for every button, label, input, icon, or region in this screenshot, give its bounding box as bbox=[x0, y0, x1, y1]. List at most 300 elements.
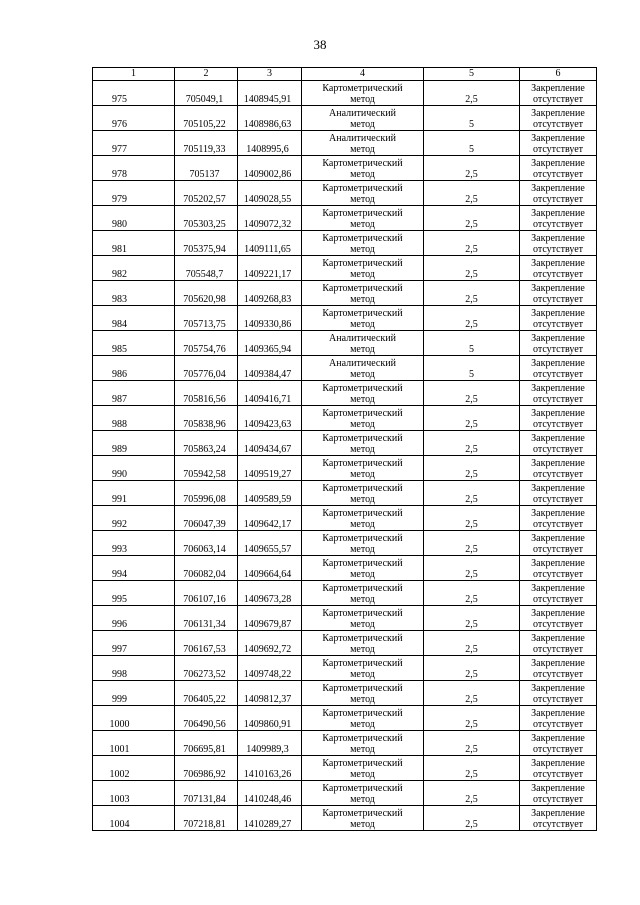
x-coordinate-cell-text: 705754,76 bbox=[183, 344, 226, 355]
fixation-cell bbox=[520, 481, 597, 506]
point-number-cell bbox=[93, 306, 175, 331]
x-coordinate-cell bbox=[175, 606, 238, 631]
fixation-cell-text: отсутствует bbox=[532, 294, 584, 305]
accuracy-cell-text: 2,5 bbox=[465, 194, 478, 205]
x-coordinate-cell bbox=[175, 231, 238, 256]
method-cell bbox=[302, 731, 424, 756]
fixation-cell bbox=[520, 581, 597, 606]
fixation-cell bbox=[520, 356, 597, 381]
accuracy-cell-text: 2,5 bbox=[465, 569, 478, 580]
y-coordinate-cell bbox=[238, 456, 302, 481]
accuracy-cell-text: 5 bbox=[469, 119, 474, 130]
accuracy-cell-text: 2,5 bbox=[465, 394, 478, 405]
accuracy-cell bbox=[424, 556, 520, 581]
y-coordinate-cell bbox=[238, 781, 302, 806]
fixation-cell-text: Закрепление bbox=[531, 358, 585, 369]
method-cell bbox=[302, 156, 424, 181]
method-cell-text: метод bbox=[350, 344, 375, 355]
table-row bbox=[93, 456, 597, 481]
fixation-cell-text: Закрепление bbox=[531, 633, 585, 644]
accuracy-cell bbox=[424, 781, 520, 806]
point-number-cell-text: 976 bbox=[112, 119, 127, 130]
point-number-cell bbox=[93, 206, 175, 231]
fixation-cell-text: отсутствует bbox=[532, 169, 584, 180]
method-cell-text: метод bbox=[350, 769, 375, 780]
point-number-cell-text: 981 bbox=[112, 244, 127, 255]
table-row bbox=[93, 731, 597, 756]
point-number-cell bbox=[93, 481, 175, 506]
fixation-cell-text: отсутствует bbox=[532, 444, 584, 455]
point-number-cell-text: 992 bbox=[112, 519, 127, 530]
table-row bbox=[93, 756, 597, 781]
method-cell-text: Картометрический bbox=[322, 683, 403, 694]
y-coordinate-cell bbox=[238, 256, 302, 281]
table-row bbox=[93, 406, 597, 431]
y-coordinate-cell bbox=[238, 531, 302, 556]
table-row bbox=[93, 81, 597, 106]
point-number-cell bbox=[93, 281, 175, 306]
method-cell-text: метод bbox=[350, 719, 375, 730]
x-coordinate-cell-text: 705863,24 bbox=[183, 444, 226, 455]
y-coordinate-cell-text: 1409642,17 bbox=[243, 519, 292, 530]
fixation-cell-text: Закрепление bbox=[531, 308, 585, 319]
method-cell-text: Картометрический bbox=[322, 483, 403, 494]
method-cell-text: метод bbox=[350, 619, 375, 630]
accuracy-cell-text: 2,5 bbox=[465, 294, 478, 305]
x-coordinate-cell-text: 706047,39 bbox=[183, 519, 226, 530]
point-number-cell bbox=[93, 581, 175, 606]
method-cell-text: Картометрический bbox=[322, 533, 403, 544]
x-coordinate-cell-text: 705776,04 bbox=[183, 369, 226, 380]
point-number-cell-text: 988 bbox=[112, 419, 127, 430]
y-coordinate-cell bbox=[238, 331, 302, 356]
fixation-cell-text: отсутствует bbox=[532, 819, 584, 830]
fixation-cell-text: отсутствует bbox=[532, 469, 584, 480]
method-cell-text: Картометрический bbox=[322, 308, 403, 319]
column-header-4: 4 bbox=[302, 68, 424, 81]
y-coordinate-cell bbox=[238, 481, 302, 506]
point-number-cell bbox=[93, 131, 175, 156]
method-cell-text: Картометрический bbox=[322, 733, 403, 744]
point-number-cell bbox=[93, 631, 175, 656]
method-cell-text: Картометрический bbox=[322, 283, 403, 294]
y-coordinate-cell-text: 1410248,46 bbox=[243, 794, 292, 805]
method-cell-text: метод bbox=[350, 219, 375, 230]
accuracy-cell-text: 2,5 bbox=[465, 669, 478, 680]
fixation-cell-text: отсутствует bbox=[532, 94, 584, 105]
y-coordinate-cell bbox=[238, 656, 302, 681]
fixation-cell-text: Закрепление bbox=[531, 158, 585, 169]
table-row bbox=[93, 381, 597, 406]
y-coordinate-cell-text: 1409072,32 bbox=[243, 219, 292, 230]
fixation-cell bbox=[520, 281, 597, 306]
column-header-1: 1 bbox=[93, 68, 175, 81]
fixation-cell-text: отсутствует bbox=[532, 369, 584, 380]
x-coordinate-cell-text: 706082,04 bbox=[183, 569, 226, 580]
accuracy-cell bbox=[424, 531, 520, 556]
fixation-cell-text: Закрепление bbox=[531, 383, 585, 394]
point-number-cell-text: 1001 bbox=[109, 744, 130, 755]
y-coordinate-cell bbox=[238, 606, 302, 631]
table-row bbox=[93, 656, 597, 681]
fixation-cell-text: Закрепление bbox=[531, 233, 585, 244]
table-row bbox=[93, 581, 597, 606]
method-cell-text: Картометрический bbox=[322, 433, 403, 444]
method-cell-text: метод bbox=[350, 819, 375, 830]
point-number-cell-text: 977 bbox=[112, 144, 127, 155]
point-number-cell bbox=[93, 156, 175, 181]
point-number-cell-text: 985 bbox=[112, 344, 127, 355]
accuracy-cell bbox=[424, 81, 520, 106]
table-header-row bbox=[93, 68, 597, 81]
method-cell-text: Картометрический bbox=[322, 258, 403, 269]
fixation-cell bbox=[520, 206, 597, 231]
table-row bbox=[93, 781, 597, 806]
x-coordinate-cell bbox=[175, 381, 238, 406]
x-coordinate-cell bbox=[175, 331, 238, 356]
method-cell-text: метод bbox=[350, 369, 375, 380]
point-number-cell bbox=[93, 106, 175, 131]
method-cell bbox=[302, 581, 424, 606]
table-row bbox=[93, 606, 597, 631]
fixation-cell-text: Закрепление bbox=[531, 533, 585, 544]
x-coordinate-cell bbox=[175, 481, 238, 506]
column-header-6: 6 bbox=[520, 68, 597, 81]
method-cell bbox=[302, 106, 424, 131]
method-cell-text: метод bbox=[350, 169, 375, 180]
method-cell bbox=[302, 431, 424, 456]
fixation-cell bbox=[520, 806, 597, 831]
method-cell bbox=[302, 231, 424, 256]
x-coordinate-cell bbox=[175, 356, 238, 381]
fixation-cell-text: Закрепление bbox=[531, 783, 585, 794]
table-row bbox=[93, 156, 597, 181]
point-number-cell-text: 1004 bbox=[109, 819, 130, 830]
table-row bbox=[93, 181, 597, 206]
fixation-cell-text: отсутствует bbox=[532, 494, 584, 505]
method-cell-text: Картометрический bbox=[322, 408, 403, 419]
point-number-cell-text: 991 bbox=[112, 494, 127, 505]
point-number-cell-text: 993 bbox=[112, 544, 127, 555]
point-number-cell bbox=[93, 181, 175, 206]
method-cell bbox=[302, 356, 424, 381]
x-coordinate-cell-text: 706167,53 bbox=[183, 644, 226, 655]
accuracy-cell bbox=[424, 181, 520, 206]
fixation-cell-text: Закрепление bbox=[531, 208, 585, 219]
y-coordinate-cell bbox=[238, 356, 302, 381]
point-number-cell-text: 980 bbox=[112, 219, 127, 230]
x-coordinate-cell-text: 706695,81 bbox=[183, 744, 226, 755]
table-row bbox=[93, 806, 597, 831]
x-coordinate-cell-text: 707218,81 bbox=[183, 819, 226, 830]
method-cell bbox=[302, 206, 424, 231]
y-coordinate-cell-text: 1409519,27 bbox=[243, 469, 292, 480]
accuracy-cell bbox=[424, 656, 520, 681]
y-coordinate-cell bbox=[238, 731, 302, 756]
x-coordinate-cell-text: 705202,57 bbox=[183, 194, 226, 205]
x-coordinate-cell bbox=[175, 206, 238, 231]
method-cell-text: Картометрический bbox=[322, 808, 403, 819]
method-cell-text: метод bbox=[350, 494, 375, 505]
fixation-cell-text: Закрепление bbox=[531, 608, 585, 619]
x-coordinate-cell-text: 705105,22 bbox=[183, 119, 226, 130]
y-coordinate-cell-text: 1409655,57 bbox=[243, 544, 292, 555]
method-cell-text: метод bbox=[350, 594, 375, 605]
y-coordinate-cell bbox=[238, 406, 302, 431]
method-cell-text: метод bbox=[350, 319, 375, 330]
accuracy-cell-text: 2,5 bbox=[465, 319, 478, 330]
x-coordinate-cell bbox=[175, 131, 238, 156]
accuracy-cell bbox=[424, 406, 520, 431]
x-coordinate-cell bbox=[175, 681, 238, 706]
column-header-3: 3 bbox=[238, 68, 302, 81]
method-cell bbox=[302, 256, 424, 281]
accuracy-cell-text: 2,5 bbox=[465, 269, 478, 280]
x-coordinate-cell bbox=[175, 456, 238, 481]
point-number-cell bbox=[93, 506, 175, 531]
point-number-cell-text: 986 bbox=[112, 369, 127, 380]
method-cell-text: Картометрический bbox=[322, 233, 403, 244]
y-coordinate-cell bbox=[238, 81, 302, 106]
point-number-cell bbox=[93, 231, 175, 256]
x-coordinate-cell-text: 705620,98 bbox=[183, 294, 226, 305]
accuracy-cell bbox=[424, 256, 520, 281]
method-cell-text: метод bbox=[350, 644, 375, 655]
accuracy-cell bbox=[424, 606, 520, 631]
method-cell-text: метод bbox=[350, 444, 375, 455]
y-coordinate-cell-text: 1409330,86 bbox=[243, 319, 292, 330]
y-coordinate-cell bbox=[238, 806, 302, 831]
x-coordinate-cell bbox=[175, 656, 238, 681]
y-coordinate-cell bbox=[238, 506, 302, 531]
method-cell-text: метод bbox=[350, 269, 375, 280]
table-row bbox=[93, 231, 597, 256]
y-coordinate-cell-text: 1409434,67 bbox=[243, 444, 292, 455]
fixation-cell-text: отсутствует bbox=[532, 394, 584, 405]
point-number-cell bbox=[93, 606, 175, 631]
y-coordinate-cell bbox=[238, 706, 302, 731]
point-number-cell-text: 975 bbox=[112, 94, 127, 105]
x-coordinate-cell bbox=[175, 181, 238, 206]
point-number-cell-text: 995 bbox=[112, 594, 127, 605]
method-cell-text: метод bbox=[350, 94, 375, 105]
table-row bbox=[93, 256, 597, 281]
accuracy-cell-text: 5 bbox=[469, 344, 474, 355]
method-cell bbox=[302, 381, 424, 406]
method-cell bbox=[302, 181, 424, 206]
point-number-cell-text: 996 bbox=[112, 619, 127, 630]
point-number-cell bbox=[93, 256, 175, 281]
x-coordinate-cell bbox=[175, 806, 238, 831]
accuracy-cell bbox=[424, 306, 520, 331]
fixation-cell-text: Закрепление bbox=[531, 558, 585, 569]
fixation-cell bbox=[520, 406, 597, 431]
accuracy-cell-text: 2,5 bbox=[465, 719, 478, 730]
fixation-cell-text: Закрепление bbox=[531, 458, 585, 469]
x-coordinate-cell bbox=[175, 506, 238, 531]
x-coordinate-cell-text: 705049,1 bbox=[185, 94, 224, 105]
accuracy-cell-text: 2,5 bbox=[465, 594, 478, 605]
method-cell-text: метод bbox=[350, 119, 375, 130]
accuracy-cell bbox=[424, 631, 520, 656]
fixation-cell-text: отсутствует bbox=[532, 419, 584, 430]
point-number-cell bbox=[93, 356, 175, 381]
method-cell bbox=[302, 606, 424, 631]
accuracy-cell-text: 5 bbox=[469, 144, 474, 155]
x-coordinate-cell bbox=[175, 581, 238, 606]
accuracy-cell bbox=[424, 281, 520, 306]
x-coordinate-cell bbox=[175, 156, 238, 181]
table-row bbox=[93, 306, 597, 331]
y-coordinate-cell bbox=[238, 281, 302, 306]
fixation-cell-text: отсутствует bbox=[532, 519, 584, 530]
x-coordinate-cell-text: 705119,33 bbox=[183, 144, 226, 155]
method-cell bbox=[302, 506, 424, 531]
y-coordinate-cell bbox=[238, 131, 302, 156]
method-cell-text: Картометрический bbox=[322, 208, 403, 219]
method-cell-text: Картометрический bbox=[322, 783, 403, 794]
y-coordinate-cell-text: 1408986,63 bbox=[243, 119, 292, 130]
point-number-cell bbox=[93, 706, 175, 731]
fixation-cell bbox=[520, 306, 597, 331]
x-coordinate-cell bbox=[175, 306, 238, 331]
point-number-cell bbox=[93, 456, 175, 481]
y-coordinate-cell-text: 1409365,94 bbox=[243, 344, 292, 355]
y-coordinate-cell-text: 1409416,71 bbox=[243, 394, 292, 405]
x-coordinate-cell-text: 706107,16 bbox=[183, 594, 226, 605]
accuracy-cell bbox=[424, 581, 520, 606]
accuracy-cell-text: 2,5 bbox=[465, 544, 478, 555]
fixation-cell-text: отсутствует bbox=[532, 544, 584, 555]
fixation-cell bbox=[520, 756, 597, 781]
fixation-cell-text: отсутствует bbox=[532, 344, 584, 355]
accuracy-cell-text: 5 bbox=[469, 369, 474, 380]
method-cell bbox=[302, 281, 424, 306]
x-coordinate-cell-text: 706986,92 bbox=[183, 769, 226, 780]
y-coordinate-cell-text: 1408945,91 bbox=[243, 94, 292, 105]
fixation-cell-text: отсутствует bbox=[532, 644, 584, 655]
accuracy-cell-text: 2,5 bbox=[465, 169, 478, 180]
point-number-cell bbox=[93, 431, 175, 456]
method-cell bbox=[302, 556, 424, 581]
x-coordinate-cell bbox=[175, 281, 238, 306]
method-cell-text: метод bbox=[350, 419, 375, 430]
fixation-cell-text: отсутствует bbox=[532, 694, 584, 705]
column-header-2: 2 bbox=[175, 68, 238, 81]
fixation-cell bbox=[520, 681, 597, 706]
method-cell-text: Картометрический bbox=[322, 158, 403, 169]
method-cell bbox=[302, 456, 424, 481]
fixation-cell bbox=[520, 506, 597, 531]
x-coordinate-cell bbox=[175, 81, 238, 106]
y-coordinate-cell bbox=[238, 756, 302, 781]
method-cell-text: Картометрический bbox=[322, 758, 403, 769]
table-row bbox=[93, 331, 597, 356]
method-cell-text: Картометрический bbox=[322, 558, 403, 569]
fixation-cell-text: отсутствует bbox=[532, 319, 584, 330]
point-number-cell-text: 978 bbox=[112, 169, 127, 180]
accuracy-cell bbox=[424, 481, 520, 506]
accuracy-cell bbox=[424, 681, 520, 706]
table-row bbox=[93, 431, 597, 456]
method-cell bbox=[302, 481, 424, 506]
point-number-cell-text: 999 bbox=[112, 694, 127, 705]
fixation-cell bbox=[520, 781, 597, 806]
accuracy-cell bbox=[424, 356, 520, 381]
method-cell-text: метод bbox=[350, 569, 375, 580]
method-cell-text: метод bbox=[350, 394, 375, 405]
fixation-cell-text: отсутствует bbox=[532, 794, 584, 805]
method-cell-text: Картометрический bbox=[322, 608, 403, 619]
fixation-cell bbox=[520, 181, 597, 206]
method-cell bbox=[302, 756, 424, 781]
x-coordinate-cell-text: 706131,34 bbox=[183, 619, 226, 630]
fixation-cell-text: Закрепление bbox=[531, 183, 585, 194]
fixation-cell-text: Закрепление bbox=[531, 108, 585, 119]
fixation-cell-text: Закрепление bbox=[531, 258, 585, 269]
point-number-cell-text: 983 bbox=[112, 294, 127, 305]
y-coordinate-cell-text: 1410289,27 bbox=[243, 819, 292, 830]
table-row bbox=[93, 706, 597, 731]
x-coordinate-cell-text: 706490,56 bbox=[183, 719, 226, 730]
method-cell-text: Картометрический bbox=[322, 708, 403, 719]
accuracy-cell bbox=[424, 431, 520, 456]
accuracy-cell bbox=[424, 381, 520, 406]
accuracy-cell bbox=[424, 131, 520, 156]
point-number-cell-text: 989 bbox=[112, 444, 127, 455]
y-coordinate-cell bbox=[238, 681, 302, 706]
x-coordinate-cell-text: 706063,14 bbox=[183, 544, 226, 555]
method-cell-text: метод bbox=[350, 694, 375, 705]
method-cell bbox=[302, 781, 424, 806]
accuracy-cell-text: 2,5 bbox=[465, 219, 478, 230]
fixation-cell-text: отсутствует bbox=[532, 219, 584, 230]
fixation-cell bbox=[520, 156, 597, 181]
method-cell-text: Картометрический bbox=[322, 183, 403, 194]
fixation-cell bbox=[520, 706, 597, 731]
method-cell-text: Картометрический bbox=[322, 658, 403, 669]
accuracy-cell-text: 2,5 bbox=[465, 519, 478, 530]
y-coordinate-cell bbox=[238, 581, 302, 606]
accuracy-cell bbox=[424, 456, 520, 481]
fixation-cell-text: Закрепление bbox=[531, 708, 585, 719]
fixation-cell bbox=[520, 131, 597, 156]
fixation-cell-text: Закрепление bbox=[531, 508, 585, 519]
x-coordinate-cell bbox=[175, 756, 238, 781]
method-cell bbox=[302, 81, 424, 106]
method-cell-text: метод bbox=[350, 794, 375, 805]
table-row bbox=[93, 681, 597, 706]
point-number-cell-text: 979 bbox=[112, 194, 127, 205]
table-row bbox=[93, 131, 597, 156]
point-number-cell bbox=[93, 331, 175, 356]
table-row bbox=[93, 281, 597, 306]
x-coordinate-cell-text: 707131,84 bbox=[183, 794, 226, 805]
x-coordinate-cell-text: 705838,96 bbox=[183, 419, 226, 430]
fixation-cell-text: отсутствует bbox=[532, 194, 584, 205]
fixation-cell bbox=[520, 231, 597, 256]
method-cell-text: Аналитический bbox=[329, 358, 396, 369]
y-coordinate-cell-text: 1410163,26 bbox=[243, 769, 292, 780]
fixation-cell-text: Закрепление bbox=[531, 683, 585, 694]
y-coordinate-cell bbox=[238, 106, 302, 131]
y-coordinate-cell-text: 1409002,86 bbox=[243, 169, 292, 180]
method-cell-text: Картометрический bbox=[322, 383, 403, 394]
method-cell bbox=[302, 681, 424, 706]
fixation-cell bbox=[520, 431, 597, 456]
point-number-cell bbox=[93, 81, 175, 106]
point-number-cell bbox=[93, 731, 175, 756]
